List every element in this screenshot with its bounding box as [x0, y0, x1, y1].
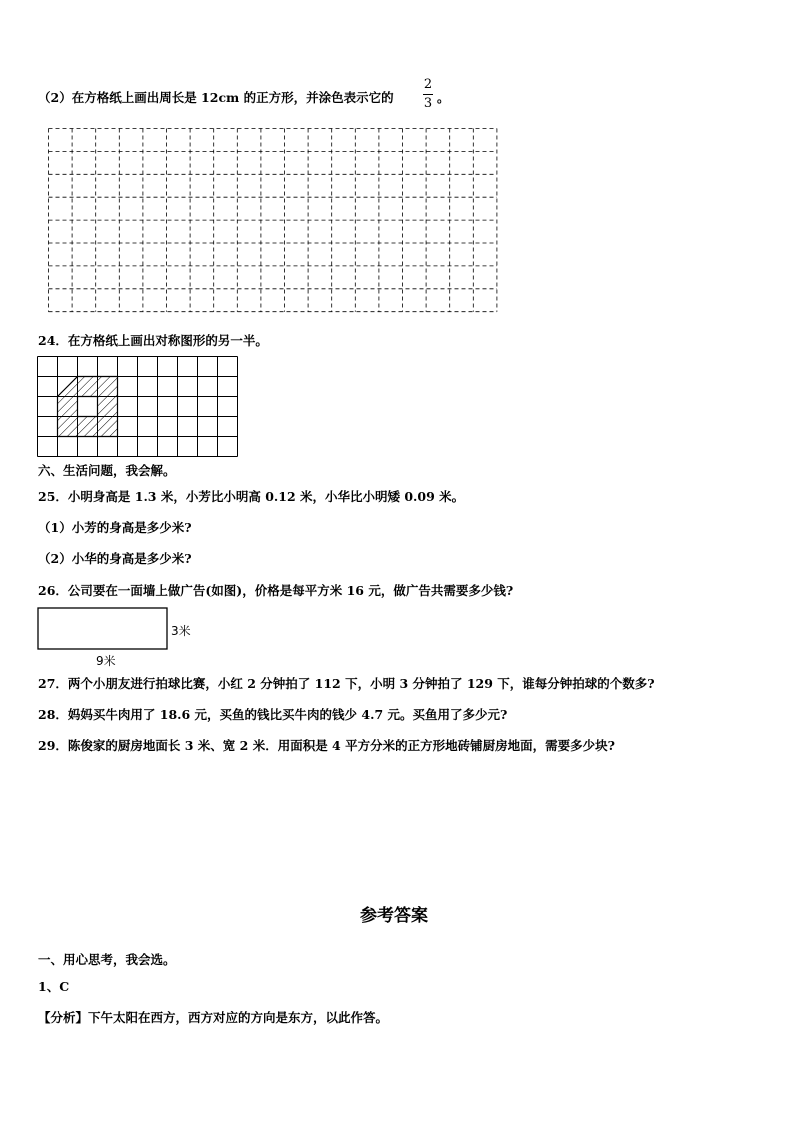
answer-1-analysis: 【分析】下午太阳在西方，西方对应的方向是东方，以此作答。: [38, 1010, 389, 1025]
answer-1: 1、C: [38, 979, 70, 994]
dashed-grid-paper: [40, 120, 510, 320]
q29-text: 29．陈俊家的厨房地面长 3 米、宽 2 米．用面积是 4 平方分米的正方形地砖铺厨房地面，需要多少块?: [38, 738, 615, 753]
billboard-height-label: 3米: [171, 624, 191, 638]
billboard-width-label: 9米: [96, 654, 116, 668]
fraction-denominator: 3: [423, 96, 433, 111]
fraction-bar: [423, 94, 433, 95]
q27-text: 27．两个小朋友进行拍球比赛，小红 2 分钟拍了 112 下，小明 3 分钟拍了 129 下，谁每分钟拍球的个数多?: [38, 676, 655, 691]
fraction-numerator: 2: [423, 77, 433, 92]
answers-title: 参考答案: [360, 906, 428, 926]
billboard-rectangle: [37, 607, 171, 651]
section6-heading: 六、生活问题，我会解。: [38, 463, 176, 478]
q23-2-text: （2）在方格纸上画出周长是 12cm 的正方形，并涂色表示它的: [38, 90, 394, 105]
q28-text: 28．妈妈买牛肉用了 18.6 元，买鱼的钱比买牛肉的钱少 4.7 元。买鱼用了多少元?: [38, 707, 508, 722]
q25-text: 25．小明身高是 1.3 米，小芳比小明高 0.12 米，小华比小明矮 0.09 米。: [38, 489, 465, 504]
q25-sub2: （2）小华的身高是多少米?: [38, 551, 192, 566]
q26-text: 26．公司要在一面墙上做广告(如图)，价格是每平方米 16 元，做广告共需要多少钱?: [38, 583, 514, 598]
symmetry-grid: [37, 356, 247, 460]
hatched-half-shape: [58, 377, 118, 437]
q24-text: 24．在方格纸上画出对称图形的另一半。: [38, 333, 268, 348]
q23-2-end: 。: [437, 90, 450, 105]
answers-section1: 一、用心思考，我会选。: [38, 952, 176, 967]
q25-sub1: （1）小芳的身高是多少米?: [38, 520, 192, 535]
